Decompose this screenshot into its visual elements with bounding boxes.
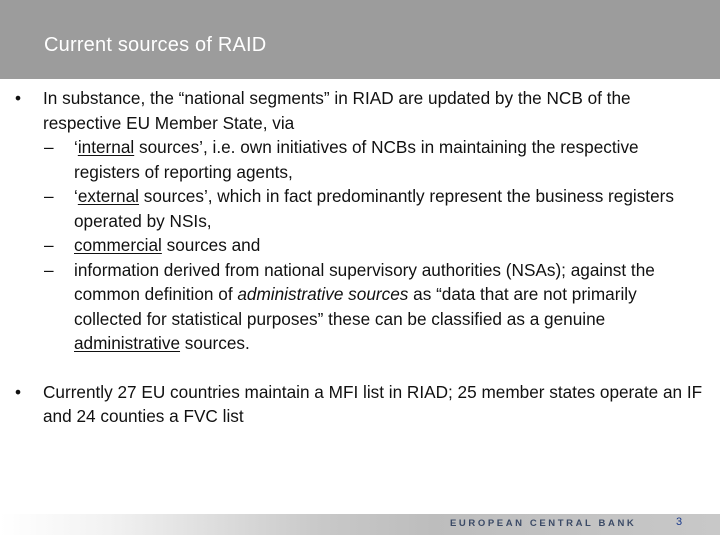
sub-item-external	[0, 184, 720, 233]
sub-item-nsa	[0, 258, 720, 356]
sub-text: ‘external sources’, which in fact predominantly represent the business registers operated by NSIs,	[74, 186, 674, 231]
sub-text: commercial sources and	[74, 235, 261, 255]
underlined-term: internal	[77, 137, 135, 157]
dash-mark: –	[44, 259, 54, 280]
bullet-mark: •	[15, 381, 22, 402]
bullet-mark: •	[15, 88, 22, 108]
italic-term: administrative sources	[237, 284, 409, 304]
underlined-term: administrative	[74, 333, 181, 353]
underlined-term: commercial	[74, 235, 162, 255]
sub-text: ‘internal sources’, i.e. own initiatives of NCBs in maintaining the respective registers of reporting agents,	[74, 137, 639, 182]
bullet-text: In substance, the “national segments” in RIAD are updated by the NCB of the respective EU Member State, via	[43, 88, 631, 133]
bullet-text: Currently 27 EU countries maintain a MFI list in RIAD; 25 member states operate an IF and 24 counties a FVC list	[43, 381, 703, 426]
bullet-item	[0, 86, 720, 135]
slide-content	[0, 86, 720, 429]
dash-mark: –	[44, 137, 54, 157]
dash-mark: –	[44, 235, 54, 255]
title-bar	[0, 0, 720, 79]
dash-mark: –	[44, 186, 54, 206]
sub-text: information derived from national supervisory authorities (NSAs); against the common definition of administrative sources as “data that are not primarily collected for statistical purposes” these can be classified as a genuine administrative sources.	[74, 259, 655, 353]
sub-item-commercial	[0, 233, 720, 258]
ecb-logo-text: EUROPEAN CENTRAL BANK	[450, 518, 637, 529]
slide-title: Current sources of RAID	[44, 34, 267, 56]
bullet-item	[0, 380, 720, 429]
underlined-term: external	[77, 186, 139, 206]
spacer	[0, 356, 720, 380]
page-number: 3	[676, 516, 683, 528]
sub-item-internal	[0, 135, 720, 184]
